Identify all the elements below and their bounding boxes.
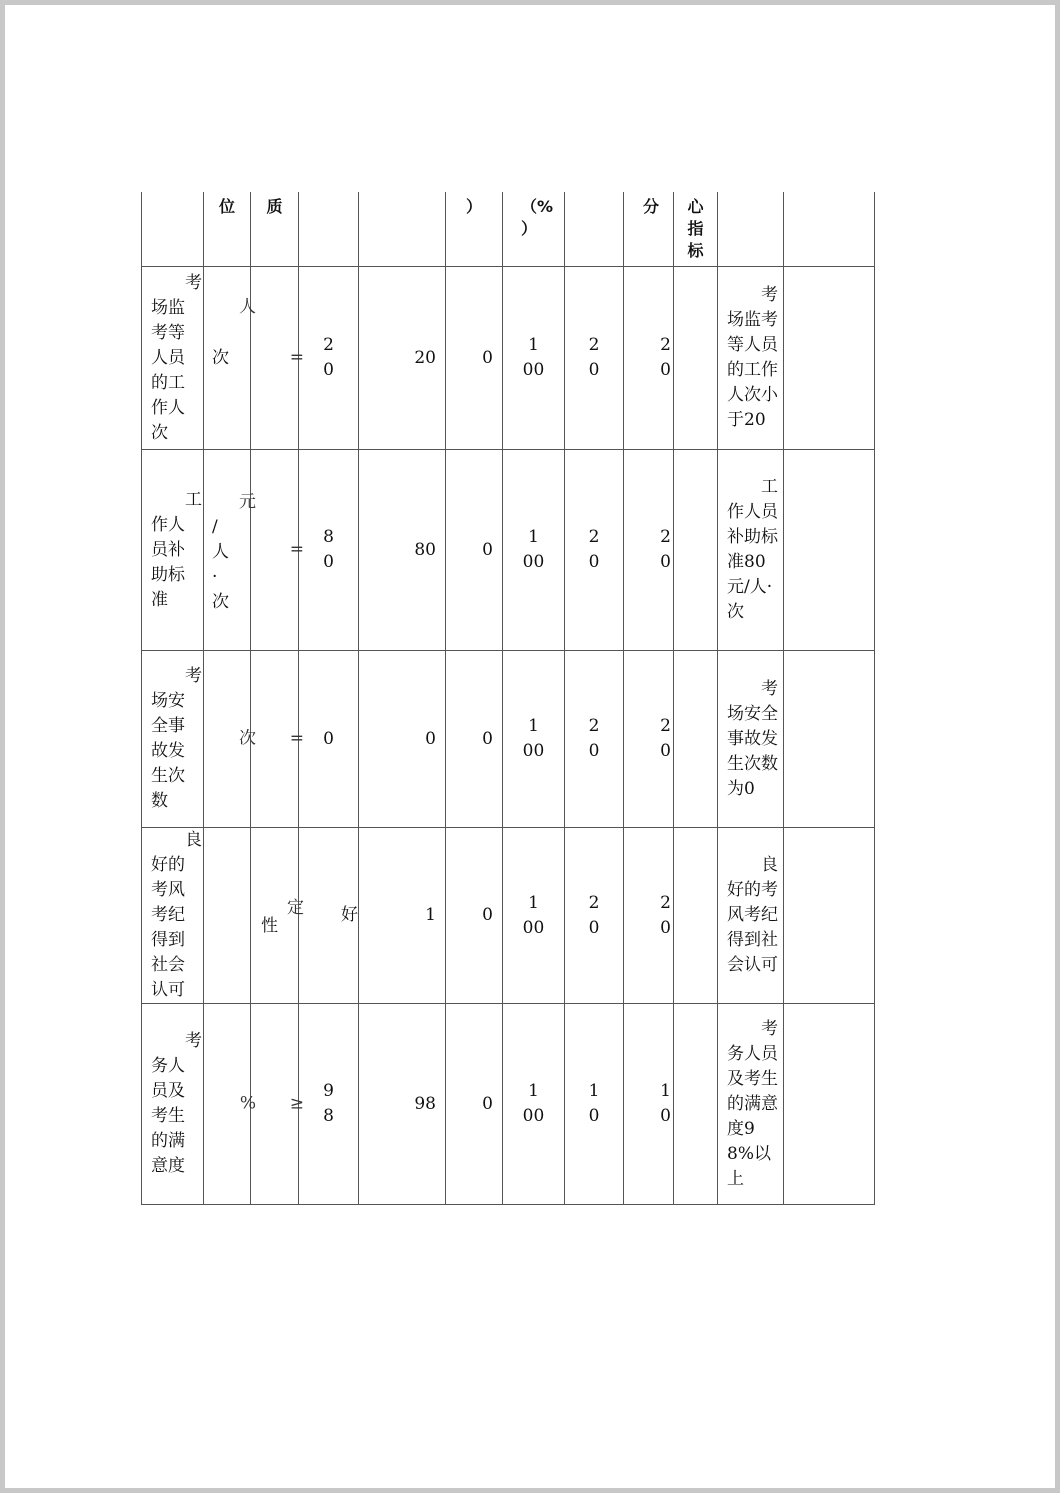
note-cell: [784, 1004, 875, 1205]
score-value: 2 0: [624, 450, 674, 651]
standard-text: 工作人员补助标准80元/人·次: [718, 450, 784, 651]
diff-value: 0: [446, 828, 503, 1004]
indicator-name: 考务人员及考生的满意度: [142, 1004, 204, 1205]
actual-value: 98: [359, 1004, 446, 1205]
unit-clipped-text: 元: [239, 492, 256, 512]
table-row: [142, 651, 875, 828]
unit-cell: 元 / 人 · 次: [204, 450, 251, 651]
header-cell-indicator: [142, 192, 204, 267]
score-value: 2 0: [624, 828, 674, 1004]
score-value: 1 0: [624, 1004, 674, 1205]
unit-cell: [204, 1004, 256, 1205]
nature-cell: [251, 651, 304, 828]
indicator-name: 良好的考风考纪得到社会认可: [142, 828, 204, 1004]
weight-value: 2 0: [565, 267, 624, 450]
weight-value: 2 0: [565, 828, 624, 1004]
indicator-name: 考场安全事故发生次数: [142, 651, 204, 828]
table-row: [142, 267, 875, 450]
performance-indicator-table: [141, 192, 875, 1205]
core-indicator-cell: [674, 828, 718, 1004]
header-cell-nature: 质: [251, 192, 299, 267]
header-cell-core: 心 指 标: [674, 192, 718, 267]
actual-value: 80: [359, 450, 446, 651]
diff-value: 0: [446, 651, 503, 828]
rate-value: 1 00: [503, 267, 565, 450]
nature-clipped-text: =: [289, 347, 304, 368]
weight-value: 1 0: [565, 1004, 624, 1205]
nature-cell: [251, 1004, 304, 1205]
document-page: [5, 5, 1055, 1488]
score-value: 2 0: [624, 651, 674, 828]
actual-value: 20: [359, 267, 446, 450]
standard-text: 考场安全事故发生次数为0: [718, 651, 784, 828]
header-cell-weight: [565, 192, 624, 267]
rate-value: 1 00: [503, 651, 565, 828]
header-cell-target: [299, 192, 359, 267]
unit-clipped-text: %: [239, 1093, 256, 1114]
nature-cell: 定 性: [251, 828, 299, 1004]
target-value: 8 0: [299, 450, 359, 651]
target-value: 9 8: [299, 1004, 359, 1205]
unit-cell: 次 人: [204, 267, 251, 450]
target-value: 0: [299, 651, 359, 828]
table-row: [142, 450, 875, 651]
table-row: [142, 1004, 875, 1205]
header-cell-diff: ）: [446, 192, 503, 267]
nature-cell: [251, 450, 304, 651]
rate-value: 1 00: [503, 828, 565, 1004]
indicator-name: 考场监考等人员的工作人次: [142, 267, 204, 450]
header-cell-standard: [718, 192, 784, 267]
diff-value: 0: [446, 1004, 503, 1205]
target-value: 好: [299, 828, 359, 1004]
nature-clipped-text: =: [289, 728, 304, 749]
note-cell: [784, 828, 875, 1004]
note-cell: [784, 450, 875, 651]
diff-value: 0: [446, 450, 503, 651]
indicator-name: 工作人员补助标准: [142, 450, 204, 651]
target-value: 2 0: [299, 267, 359, 450]
nature-clipped-text: 定: [287, 898, 304, 918]
weight-value: 2 0: [565, 651, 624, 828]
weight-value: 2 0: [565, 450, 624, 651]
standard-text: 考场监考等人员的工作人次小于20: [718, 267, 784, 450]
core-indicator-cell: [674, 450, 718, 651]
unit-cell: [204, 828, 251, 1004]
header-cell-note: [784, 192, 875, 267]
core-indicator-cell: [674, 1004, 718, 1205]
standard-text: 考务人员及考生的满意度98%以上: [718, 1004, 784, 1205]
unit-clipped-text: 次: [239, 728, 256, 749]
header-cell-score: 分: [624, 192, 674, 267]
unit-clipped-text: 人: [239, 297, 256, 317]
diff-value: 0: [446, 267, 503, 450]
header-cell-actual: [359, 192, 446, 267]
table-header-row: [142, 192, 875, 267]
core-indicator-cell: [674, 651, 718, 828]
core-indicator-cell: [674, 267, 718, 450]
standard-text: 良好的考风考纪得到社会认可: [718, 828, 784, 1004]
rate-value: 1 00: [503, 450, 565, 651]
header-cell-rate: （% ）: [503, 192, 565, 267]
actual-value: 0: [359, 651, 446, 828]
unit-cell: [204, 651, 256, 828]
rate-value: 1 00: [503, 1004, 565, 1205]
nature-clipped-text: =: [289, 539, 304, 560]
nature-cell: [251, 267, 304, 450]
note-cell: [784, 651, 875, 828]
actual-value: 1: [359, 828, 446, 1004]
score-value: 2 0: [624, 267, 674, 450]
nature-clipped-text: ≥: [289, 1093, 304, 1114]
note-cell: [784, 267, 875, 450]
table-row: [142, 828, 875, 1004]
header-cell-unit: 位: [204, 192, 251, 267]
